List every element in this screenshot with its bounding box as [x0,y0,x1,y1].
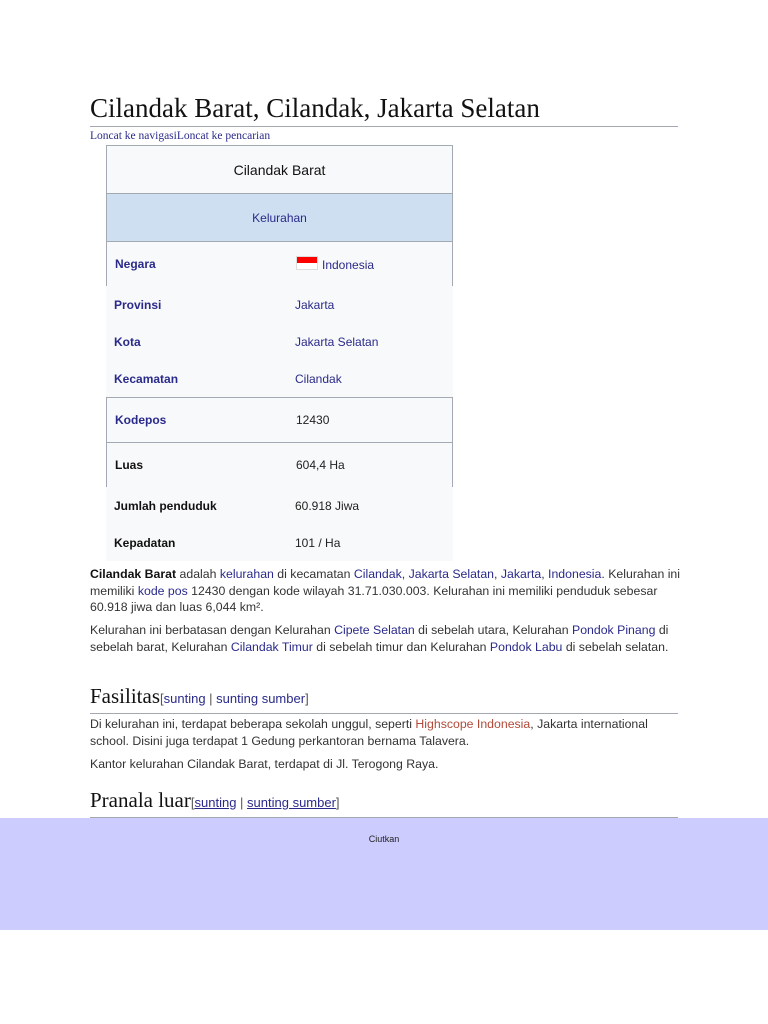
intro-text: , [541,567,549,581]
infobox-row-kecamatan [106,360,453,397]
infobox-row-luas [106,443,453,487]
borders-text: di sebelah timur dan Kelurahan [312,639,490,654]
page-title: Cilandak Barat, Cilandak, Jakarta Selatan [90,92,678,127]
intro-text: di kecamatan [273,567,354,581]
intro-text: adalah [176,567,220,581]
infobox-type-link[interactable]: Kelurahan [252,210,307,225]
value-kodepos: 12430 [296,413,330,427]
label-penduduk: Jumlah penduduk [114,498,217,513]
infobox-row-kodepos [106,397,453,443]
value-kota[interactable]: Jakarta Selatan [295,334,379,349]
intro-subject: Cilandak Barat [90,567,177,581]
infobox-row-penduduk [106,487,453,524]
value-negara-link[interactable]: Indonesia [322,258,375,272]
infobox-type [106,194,453,242]
link-kelurahan[interactable]: kelurahan [219,567,274,581]
bracket: [ [190,795,195,810]
infobox-row-provinsi [106,286,453,323]
infobox-row-kepadatan [106,524,453,561]
fasilitas-paragraph-2: Kantor kelurahan Cilandak Barat, terdapat di Jl. Terogong Raya. [90,757,439,771]
borders-paragraph [90,622,680,655]
borders-text: di sebelah utara, Kelurahan [414,623,572,637]
link-cipete-selatan[interactable]: Cipete Selatan [334,623,415,637]
separator: | [236,795,248,810]
edit-source-link[interactable]: sunting sumber [247,795,336,810]
link-pondok-pinang[interactable]: Pondok Pinang [572,623,656,637]
fasilitas-text: , Jakarta international school. Disini juga terdapat 1 Gedung perkantoran bernama Talavera. [90,717,648,748]
link-cilandak[interactable]: Cilandak [353,567,402,581]
edit-link[interactable]: sunting [163,691,206,706]
infobox-row-kota [106,323,453,360]
value-kecamatan[interactable]: Cilandak [295,371,342,386]
intro-paragraph [90,566,680,616]
edit-link[interactable]: sunting [194,795,237,810]
bracket: [ [160,691,164,706]
borders-text: di sebelah selatan. [562,639,669,654]
intro-text: , [401,567,409,581]
label-kota[interactable]: Kota [114,334,141,349]
borders-text: di sebelah barat, Kelurahan [90,623,669,654]
edit-source-link[interactable]: sunting sumber [216,691,306,706]
label-negara[interactable]: Negara [115,257,156,271]
label-kecamatan[interactable]: Kecamatan [114,371,179,386]
infobox [106,145,453,561]
link-pondok-labu[interactable]: Pondok Labu [489,639,563,654]
label-provinsi[interactable]: Provinsi [114,297,162,312]
value-kepadatan: 101 / Ha [295,535,341,550]
value-luas: 604,4 Ha [296,458,345,472]
jump-to-search-link[interactable]: Loncat ke pencarian [176,130,271,142]
infobox-row-negara [106,242,453,286]
section-edit-links [191,795,340,810]
section-title: Fasilitas [90,684,161,708]
infobox-title: Cilandak Barat [106,145,453,194]
intro-text: 12430 dengan kode wilayah 31.71.030.003. Kelurahan ini memiliki penduduk sebesar 60.918 jiwa dan luas 6,044 km². [90,583,658,614]
link-cilandak-timur[interactable]: Cilandak Timur [230,639,313,654]
fasilitas-text: Di kelurahan ini, terdapat beberapa sekolah unggul, seperti [90,717,416,731]
section-heading-pranala-luar [90,787,678,818]
value-negara [296,256,452,272]
bracket: ] [335,795,340,810]
value-penduduk: 60.918 Jiwa [295,498,360,513]
collapse-button[interactable]: Ciutkan [368,834,400,844]
label-kodepos[interactable]: Kodepos [115,413,167,427]
label-kepadatan: Kepadatan [114,535,176,550]
link-indonesia[interactable]: Indonesia [548,567,602,581]
link-jakarta[interactable]: Jakarta [500,567,542,581]
value-provinsi[interactable]: Jakarta [295,297,335,312]
indonesia-flag-icon [296,256,318,270]
link-highscope-indonesia[interactable]: Highscope Indonesia [415,717,531,731]
jump-to-navigation-link[interactable]: Loncat ke navigasi [90,130,177,142]
intro-text: , [494,567,501,581]
section-heading-fasilitas [90,683,678,714]
label-luas: Luas [115,458,144,472]
bracket: ] [305,691,309,706]
borders-text: Kelurahan ini berbatasan dengan Kelurahan [90,623,335,637]
section-edit-links [160,691,309,706]
link-kode-pos[interactable]: kode pos [137,583,188,598]
intro-text: . Kelurahan ini memiliki [90,567,681,598]
separator: | [205,691,217,706]
jump-links [90,130,270,142]
fasilitas-paragraph-1 [90,716,680,749]
section-title: Pranala luar [90,788,191,812]
link-jakarta-selatan[interactable]: Jakarta Selatan [408,567,495,581]
navbox-band [0,818,768,930]
